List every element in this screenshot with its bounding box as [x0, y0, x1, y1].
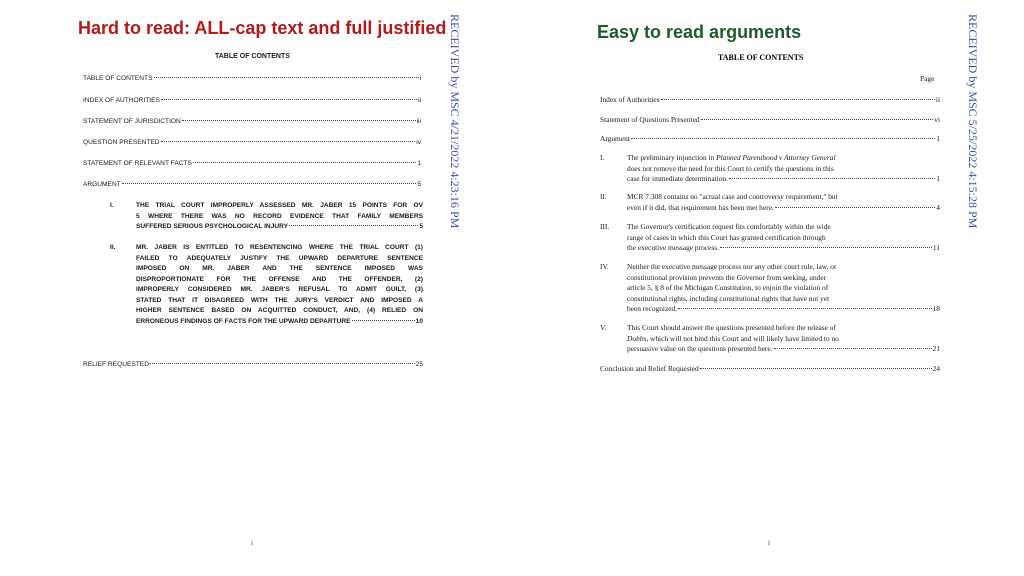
toc-entry-label: TABLE OF CONTENTS	[83, 75, 153, 82]
toc-entry-page: ii	[935, 95, 940, 104]
left-toc-entry	[83, 97, 421, 104]
toc-entry-page: ii	[418, 97, 421, 104]
argument-page: 10	[415, 317, 423, 325]
toc-entry-page: vi	[934, 115, 940, 124]
argument-line: been recognized.	[627, 304, 678, 313]
argument-number: I.	[110, 202, 114, 209]
left-page-number: i	[251, 539, 253, 547]
argument-line: does not remove the need for this Court to certify the questions in this	[627, 163, 834, 173]
argument-page: 11	[932, 243, 940, 252]
toc-entry-page: 1	[936, 134, 940, 143]
toc-entry-label: Index of Authorities	[600, 95, 660, 104]
argument-line: HIGHER SENTENCE BASED ON ACQUITTED CONDUCT, AND, (4) RELIED ON	[136, 307, 423, 314]
right-toc-entry	[600, 115, 940, 124]
argument-number: III.	[600, 222, 610, 231]
right-page-number: i	[768, 539, 770, 547]
argument-number: II.	[110, 244, 116, 251]
left-toc-title: TABLE OF CONTENTS	[215, 53, 290, 60]
argument-page: 5	[419, 223, 423, 230]
toc-entry-page: 5	[417, 181, 421, 188]
left-heading: Hard to read: ALL-cap text and full justified	[78, 18, 447, 38]
left-received-stamp: RECEIVED by MSC 4/21/2022 4:23:16 PM	[448, 14, 462, 229]
argument-line: range of cases in which this Court has granted certification through	[627, 232, 826, 242]
right-conclusion-entry	[600, 364, 940, 373]
argument-line: persuasive value on the questions presented here.	[627, 344, 773, 353]
right-toc-title: TABLE OF CONTENTS	[718, 53, 804, 62]
toc-entry-label: STATEMENT OF RELEVANT FACTS	[83, 160, 192, 167]
toc-entry-page: i	[419, 75, 421, 82]
argument-page: 1	[936, 174, 940, 183]
argument-line: DISPROPORTIONATE FOR THE OFFENSE AND THE OFFENDER, (2)	[136, 275, 423, 283]
toc-entry-page: 25	[415, 361, 423, 368]
argument-line: SUFFERED SERIOUS PSYCHOLOGICAL INJURY	[136, 223, 289, 230]
argument-line: STATED THAT IT DISAGREED WITH THE JURY'S VERDICT AND IMPOSED A	[136, 296, 423, 304]
argument-line: 5 WHERE THERE WAS NO RECORD EVIDENCE THAT FAMILY MEMBERS	[136, 212, 423, 220]
left-toc-entry	[83, 75, 421, 82]
argument-line: The preliminary injunction in Planned Parenthood v Attorney General	[627, 153, 836, 162]
argument-line: IMPROPERLY CONSIDERED MR. JABER'S REFUSAL TO ADMIT GUILT, (3)	[136, 286, 423, 293]
page-column-header: Page	[920, 74, 935, 83]
argument-number: V.	[600, 323, 607, 332]
left-toc-entry	[83, 139, 421, 146]
toc-entry-label: QUESTION PRESENTED	[83, 139, 160, 146]
left-argument-ii	[110, 243, 423, 329]
toc-entry-label: RELIEF REQUESTED	[83, 361, 149, 368]
argument-line: constitutional provision prevents the Governor from seeking, under	[627, 272, 827, 282]
toc-entry-label: INDEX OF AUTHORITIES	[83, 97, 160, 104]
argument-line: Neither the executive message process nor any other court rule, law, or	[627, 262, 837, 271]
argument-page: 4	[936, 202, 940, 212]
argument-number: II.	[600, 192, 607, 201]
argument-number: IV.	[600, 262, 609, 271]
toc-entry-page: iv	[416, 139, 421, 146]
argument-line: IMPOSED ON MR. JABER AND THE SENTENCE IMPOSED WAS	[136, 265, 423, 272]
left-relief-entry	[83, 361, 423, 368]
toc-entry-label: Argument	[600, 134, 630, 143]
argument-line: ERRONEOUS FINDINGS OF FACTS FOR THE UPWARD DEPARTURE	[136, 317, 351, 325]
left-toc-entry	[83, 181, 421, 188]
argument-line: constitutional rights, including constitutional rights that have not yet	[627, 293, 830, 303]
toc-entry-page: 1	[417, 160, 421, 167]
argument-line: FAILED TO ADEQUATELY JUSTIFY THE UPWARD DEPARTURE SENTENCE	[136, 254, 423, 262]
argument-page: 21	[932, 344, 940, 353]
toc-entry-page: iii	[416, 118, 421, 125]
toc-entry-label: STATEMENT OF JURISDICTION	[83, 118, 181, 125]
toc-entry-label: Conclusion and Relief Requested	[600, 364, 699, 373]
argument-line: THE TRIAL COURT IMPROPERLY ASSESSED MR. JABER 15 POINTS FOR OV	[136, 202, 423, 209]
right-received-stamp: RECEIVED by MSC 5/25/2022 4:15:28 PM	[966, 14, 980, 229]
argument-line: article 5, § 8 of the Michigan Constitution, to enjoin the violation of	[627, 283, 829, 292]
argument-line: This Court should answer the questions presented before the release of	[627, 323, 836, 332]
left-argument-i	[110, 201, 423, 233]
toc-entry-page: 24	[932, 364, 940, 373]
toc-entry-label: ARGUMENT	[83, 181, 121, 188]
argument-line: case for immediate determination.	[627, 174, 728, 183]
argument-line: MR. JABER IS ENTITLED TO RESENTENCING WHERE THE TRIAL COURT (1)	[136, 244, 423, 251]
left-toc-entry	[83, 118, 421, 125]
argument-line: the executive message process.	[627, 243, 719, 252]
argument-line: even if it did, that requirement has been met here.	[627, 202, 774, 212]
argument-line: The Governor's certification request fits comfortably within the wide	[627, 222, 831, 231]
right-toc-entry	[600, 95, 940, 104]
toc-entry-label: Statement of Questions Presented	[600, 115, 700, 124]
left-toc-entry	[83, 160, 421, 167]
right-toc-entry	[600, 134, 940, 143]
argument-line: Dobbs, which will not bind this Court and will likely have limited to no	[627, 333, 839, 343]
argument-page: 18	[932, 304, 940, 313]
right-heading: Easy to read arguments	[597, 22, 802, 42]
argument-number: I.	[600, 153, 605, 162]
argument-line: MCR 7.308 contains no "actual case and controversy requirement," but	[627, 192, 838, 201]
